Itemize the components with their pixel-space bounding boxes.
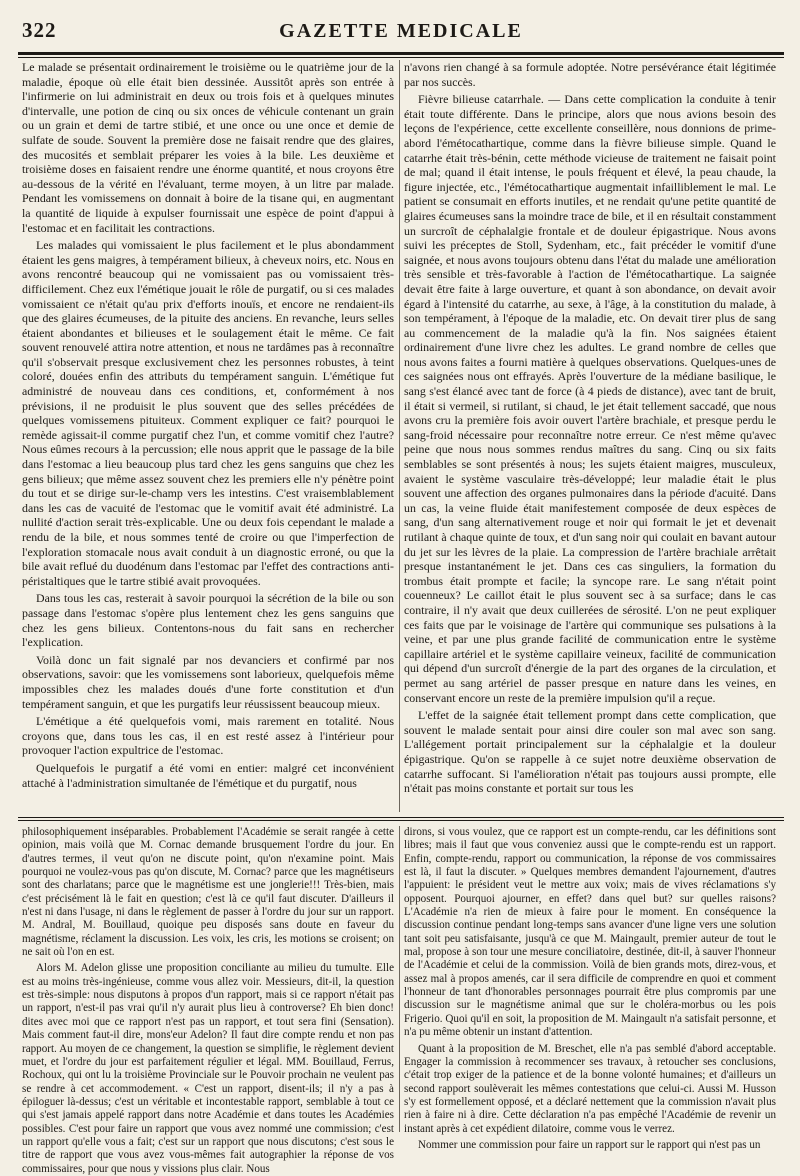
paragraph: Fièvre bilieuse catarrhale. — Dans cette complication la conduite à tenir était toute différente. Dans le principe, alors que nous avions besoin des leçons de l'expérience, cette excellente conseillère, nous donnions de prime-abord l'émétocathartique, comme dans la fièvre bilieuse simple. Quand le catarrhe était très-bénin, cette méthode vicieuse de traitement ne faisait point de mal; quand il était intense, le pouls fréquent et élevé, la peau chaude, la figure injectée, etc., l'émétocathartique augmentait infailliblement le mal. Le patient se consumait en efforts inutiles, et ne rendait qu'une petite quantité de glaires écumeuses sans la moindre trace de bile, et il en résultait constamment un surcroît de céphalalgie frontale et de douleur épigastrique. Nous avons suivi les préceptes de Stoll, Sydenham, etc., fait précéder le vomitif d'une saignée, et nous avons toujours obtenu dans l'état du malade une amélioration très sensible et très-favorable à l'action de l'émétocathartique. La saignée devait être faite à large ouverture, et quant à son abondance, on devait avoir égard à l'intensité du catarrhe, au sexe, à l'âge, à la constitution du malade, à son tempérament, à l'époque de la maladie, etc. On devait tirer plus de sang au commencement de la maladie qu'à la fin. Nos saignées étaient ordinairement d'une livre chez les adultes. Le grand nombre de celles que nous avons faites a fourni matière à quelques observations. Quelques-unes de ces saignées nous ont effrayés. Après l'ouverture de la médiane basilique, le sang s'est élancé avec tant de force (à 4 pieds de distance), avec tant de bruit, il était si vermeil, si rutilant, si chaud, le jet était tellement saccadé, que nous avons cru la première fois avoir ouvert l'artère brachiale, et presque perdu le sang-froid nécessaire pour reconnaître notre erreur. Ce n'est même qu'avec peine que nous nous sommes rendus maîtres du sang. Cinq ou six faits semblables se sont présentés à nous; les sujets étaient maigres, musculeux, avaient le système vasculaire très-développé; leur maladie était le plus souvent une affection des organes pulmonaires dans la période d'acuité. Dans un cas, la veine fluide était manifestement composée de deux espèces de sang, d'un sang alternativement rouge et noir qui formait le jet et devenait rutilant à chaque quinte de toux, et d'un sang noir qui coulait en bavant autour du jet sur les lèvres de la plaie. La compression de l'artère brachiale arrêtait presque instantanément le jet. Dans ces cas singuliers, la formation du trombus était prompte et facile; la syncope rare. Le sang n'était point couenneux? Le caillot était le plus souvent sec à sa surface; dans le cas contraire, il n'y avait que deux cuillerées de sérosité. L'on ne peut expliquer ces faits que par le voisinage de l'artère qui communique ses pulsations à la veine, et par une plus grande facilité de communication entre le système capillaire artériel et le système capillaire veineux, facilité de communication qui dépend d'un surcroît d'énergie de la part des organes de la circulation, et permet au sang artériel de passer presque en nature dans les veines, en conservant encore un reste de la première impulsion qu'il a reçue. <box>404 92 776 705</box>
paragraph: Alors M. Adelon glisse une proposition conciliante au milieu du tumulte. Elle est au moins très-ingénieuse, comme vous allez voir. Messieurs, dit-il, la question est très-simple: nous disputons à propos d'un rapport, mais si ce rapport n'était pas un rapport, n'est-il pas vrai qu'il n'y aurait plus lieu à controverse? Eh bien donc! dites avec moi que ce rapport n'est pas un rapport, et tout sera fini (Sensation). Mais comment faut-il dire, mons'eur Adelon? Il faut dire compte rendu et non pas rapport. Au moyen de ce changement, la question se simplifie, le règlement devient muet, et l'ordre du jour est parfaitement régulier et légal. MM. Bouillaud, Ferrus, Rochoux, qui ont lu la troisième Provinciale sur le Pouvoir prochain ne veulent pas se rendre à cet accommodement. « C'est un rapport, disent-ils; il n'y a pas à épiloguer là-dessus; c'est un véritable et incontestable rapport, semblable à tout ce qui s'est jamais appelé rapport dans notre Académie et dans toutes les Académies possibles. C'est pour faire un rapport que vous avez nommé une commission; c'est un rapport qu'elle vous a fait; c'est sur un rapport que nous discutons; c'est sous le titre de rapport que vous avez vous-mêmes fait autographier la réponse de vos commissaires, pour que nous y vissions plus clair. Nous <box>22 962 394 1175</box>
section-rule <box>18 817 784 818</box>
bottom-left-column <box>22 826 394 1175</box>
section-rule-thin <box>18 820 784 821</box>
paragraph: Quant à la proposition de M. Breschet, elle n'a pas semblé d'abord acceptable. Engager la commission à recommencer ses travaux, à retoucher ses conclusions, c'était trop exiger de la patience et de la bonne volonté humaines; et d'ailleurs un second rapport soulèverait les mêmes contestations que celui-ci. Aussi M. Husson s'y est formellement opposé, et a déclaré nettement que la commission n'avait plus rien à faire ni à dire. Cette déclaration n'a pas empêché l'Académie de revenir un instant après à cet expédient dilatoire, comme vous le verrez. <box>404 1042 776 1135</box>
column-divider-bottom <box>399 826 400 1132</box>
newspaper-title: GAZETTE MEDICALE <box>279 20 523 42</box>
paragraph: Les malades qui vomissaient le plus facilement et le plus abondamment étaient les gens maigres, à tempérament bilieux, à cheveux noirs, etc. Nous en avons rencontré beaucoup qui ne vomissaient pas ou vomissaient très-difficilement. Chez eux l'émétique jouait le rôle de purgatif, ou si ces malades vomissaient ce n'était qu'au prix d'efforts inouïs, et encore ne rendaient-ils que des glaires écumeuses, de la pituite des anciens. En revanche, leurs selles étaient abondantes et bilieuses et le soulagement était le même. Ce fait souvent renouvelé attira notre attention, et nous ne tardâmes pas à reconnaître qu'il s'observait presque exclusivement chez les personnes robustes, à teint coloré, douées enfin des attributs du tempérament sanguin. L'émétique fut administré de nouveau dans ces conditions, et, conformément à nos prévisions, il ne produisit le plus souvent que des selles précédées de quelques vomissemens pituiteux. Comment expliquer ce fait? pourquoi le remède agissait-il comme purgatif chez l'un, et comme vomitif chez l'autre? Nous eûmes recours à la percussion; elle nous apprit que le passage de la bile dans l'estomac a lieu beaucoup plus tard chez les gens sanguins que chez les gens bilieux; que même assez souvent chez les premiers elle n'y pénètre point du tout et se dirige sur-le-champ vers les intestins. C'est vraisemblablement dans les cas de vacuité de l'estomac que le vomitif avait été administré. La nullité d'action serait très-explicable. Une ou deux fois cependant le malade a rendu de la bile, et nous sommes tenté de croire ou que l'imperfection de l'exploration stomacale nous avait conduit à un diagnostic erroné, ou que la bile avait reflué du duodénum dans l'estomac par l'effet des contractions anti-péristaltiques que le tartre stibié avait provoquées. <box>22 238 394 588</box>
paragraph: L'effet de la saignée était tellement prompt dans cette complication, que souvent le malade sentait pour ainsi dire couler son mal avec son sang. L'allégement portait principalement sur la céphalalgie et la douleur épigastrique. Qu'on se rappelle à ce sujet notre deuxième observation de catarrhe suffocant. Si l'amélioration n'était pas toujours aussi prompte, elle n'était pas moins constante et portait sur tous les <box>404 708 776 796</box>
paragraph: Le malade se présentait ordinairement le troisième ou le quatrième jour de la maladie, époque où elle était bien dessinée. Aussitôt après son entrée à l'infirmerie on lui administrait en deux ou trois fois et à quelques minutes d'intervalle, une potion de cinq ou six onces de véhicule contenant un grain ou un grain et demi de tartre stibié, et une once ou une once et demie de sulfate de soude. Souvent la première dose ne faisait rendre que des glaires, des mucosités et semblait préparer les voies à la bile. Les deuxième et troisième doses en faisaient rendre une énorme quantité, et nous croyons être au-dessous de la vérité en l'évaluant, terme moyen, à un litre par malade. Pendant les vomissemens on donnait à boire de la tisane qui, en augmentant la quantité de liquide à expulser fournissait une espèce de point d'appui à l'estomac et en facilitait les contractions. <box>22 60 394 235</box>
page-number: 322 <box>22 18 57 42</box>
paragraph: Nommer une commission pour faire un rapport sur le rapport qui n'est pas un <box>418 1138 761 1151</box>
paragraph: dirons, si vous voulez, que ce rapport est un compte-rendu, car les définitions sont libres; mais il faut que vous conveniez aussi que le compte-rendu est un rapport. Enfin, compte-rendu, rapport ou communication, la réponse de vos commissaires est là, il faut la discuter. » Quelques membres demandent l'ajournement, d'autres l'appuient: le président veut le mettre aux voix; mais de vives réclamations s'y opposent. Pourquoi ajourner, en effet? dans quel but? sur quelles raisons? L'Académie n'a rien de mieux à faire pour le moment. En conséquence la discussion continue pendant long-temps sans avancer d'une ligne vers une solution tant soit peu satisfaisante, jusqu'à ce que M. Maingault, premier auteur de tout le mal, propose à son tour une mesure conciliatoire, destinée, dit-il, à sauver l'honneur de l'Académie et celui de la commission. Voilà de bien grands mots, direz-vous, et assez mal à propos amenés, car il sera difficile de comprendre en quoi et comment l'honneur de tant d'honorables personnages pourrait être plus compromis par une discussion sur le magnétisme animal que sur le choléra-morbus ou les pois Frigerio. Quoi qu'il en soit, la proposition de M. Maingault n'a satisfait personne, et n'a pu même obtenir un instant d'attention. <box>404 826 776 1039</box>
paragraph: philosophiquement inséparables. Probablement l'Académie se serait rangée à cette opinion, mais voilà que M. Cornac demande brusquement l'ordre du jour. En d'autres termes, il veut qu'on ne discute point, qu'on n'examine point. Mais pourquoi ne voulez-vous pas qu'on discute, M. Cornac? parce que les magnétiseurs sont des charlatans; parce que le magnétisme est une jonglerie!!! Très-bien, mais c'est précisément là le fait en question; c'est là ce qu'il faut discuter. D'ailleurs il n'est ni dans l'usage, ni dans le règlement de passer à l'ordre du jour sur un rapport. M. Andral, M. Bouillaud, quoique peu disposés sans doute en faveur du magnétisme, réclament la discussion. Les voix, les cris, les motions se croisent; on ne sait où l'on en est. <box>22 826 394 959</box>
paragraph: Dans tous les cas, resterait à savoir pourquoi la sécrétion de la bile ou son passage dans l'estomac s'opère plus lentement chez les gens sanguins que chez les gens bilieux. Contentons-nous du fait sans en rechercher l'explication. <box>22 591 394 650</box>
header-rule-thin <box>18 57 784 58</box>
header-rule <box>18 52 784 55</box>
top-left-column <box>22 60 394 812</box>
bottom-right-column <box>404 826 776 1151</box>
paragraph: L'émétique a été quelquefois vomi, mais rarement en totalité. Nous croyons que, dans tous les cas, il en est resté assez à l'intérieur pour provoquer l'action expultrice de l'estomac. <box>22 714 394 758</box>
top-right-column <box>404 60 776 812</box>
column-divider <box>399 60 400 812</box>
paragraph: Voilà donc un fait signalé par nos devanciers et confirmé par nos observations, savoir: que les vomissemens sont laborieux, quelquefois même impossibles chez les malades doués d'une forte constitution et d'un tempérament sanguin, et que les purgatifs leur réussissent beaucoup mieux. <box>22 652 394 711</box>
page-header <box>18 14 784 48</box>
paragraph: Quelquefois le purgatif a été vomi en entier: malgré cet inconvénient attaché à l'administration simultanée de l'émétique et du purgatif, nous <box>22 760 394 790</box>
paragraph: n'avons rien changé à sa formule adoptée. Notre persévérance était légitimée par nos succès. <box>404 60 776 89</box>
